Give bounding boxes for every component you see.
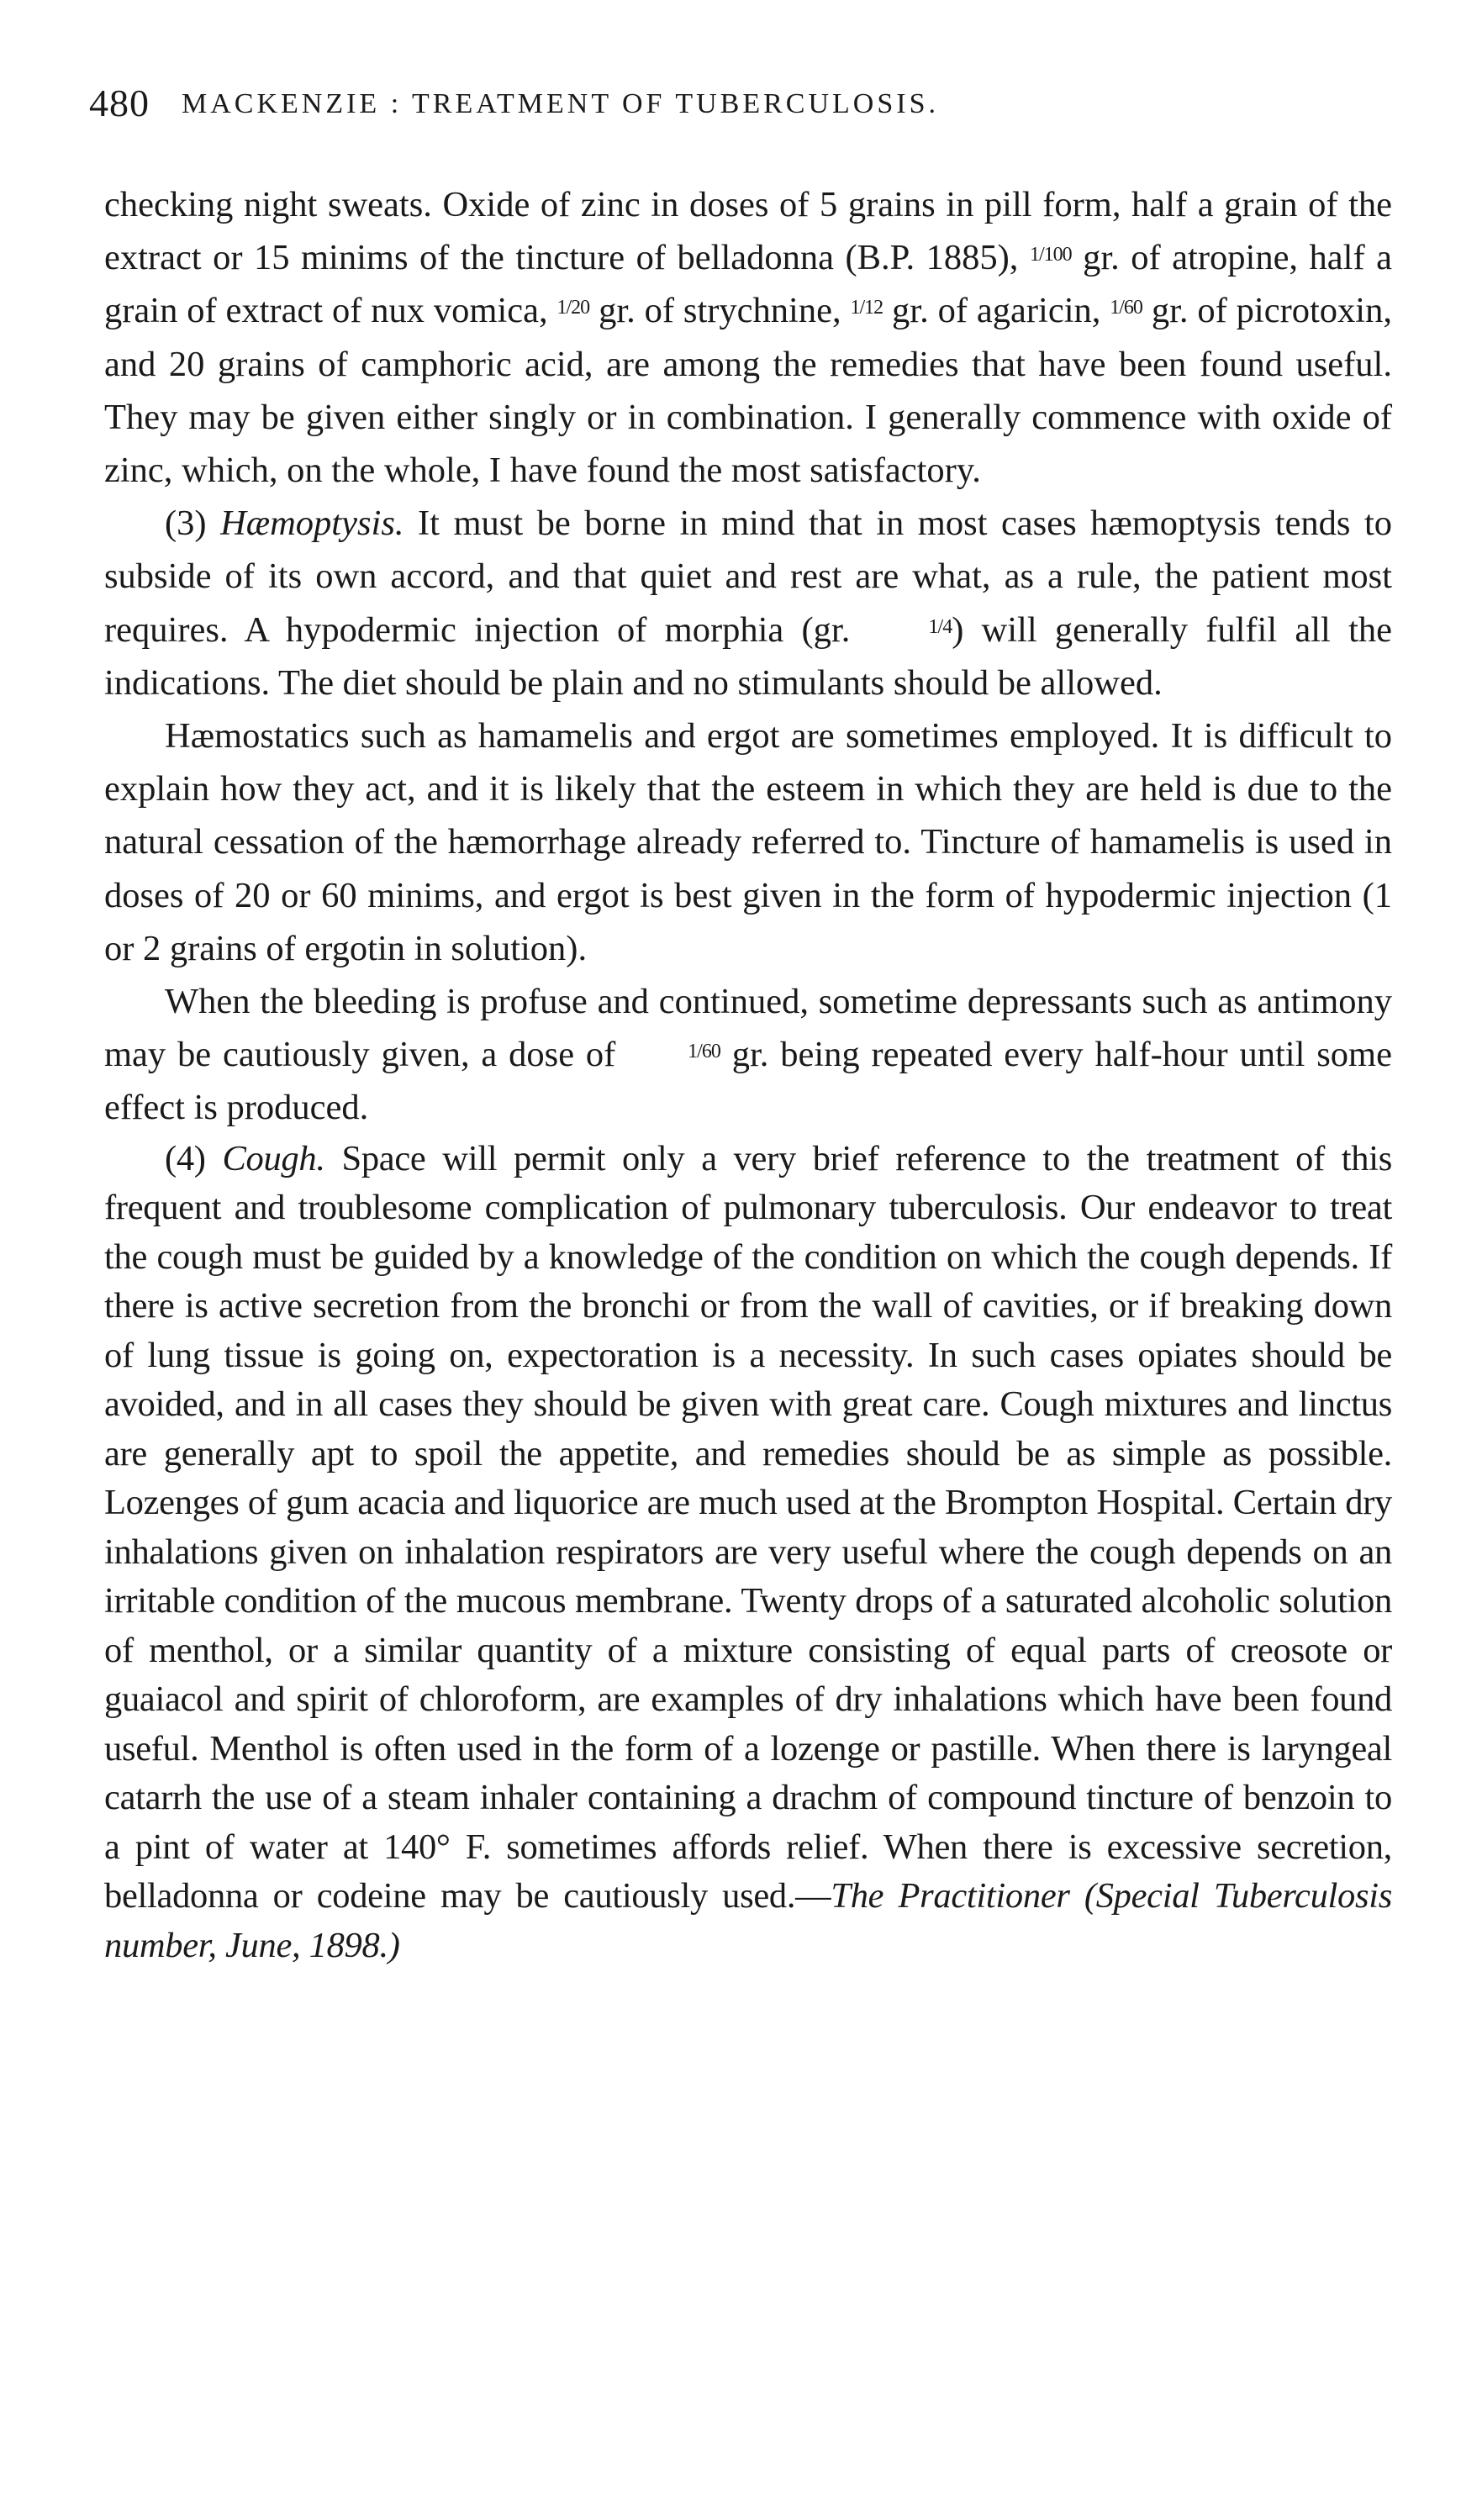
- text-run: gr. of atropine, half a grain of extract of nux vomica,: [104, 238, 1392, 331]
- page-header: [89, 81, 1400, 131]
- text-run: checking night sweats. Oxide of zinc in doses of 5 grains in pill form, half a grain of the extract or 15 minims of the tincture of belladonna (B.P. 1885),: [104, 185, 1392, 278]
- text-run: gr. being repeated every half-hour until some effect is produced.: [104, 1035, 1392, 1128]
- running-head: MACKENZIE : TREATMENT OF TUBERCULOSIS.: [182, 88, 939, 119]
- fraction: 1/100: [1029, 244, 1072, 266]
- text-run: When the bleeding is profuse and continued, sometime depressants such as antimony may be cautiously given, a dose of: [104, 982, 1392, 1075]
- text-run: It must be borne in mind that in most cases hæmoptysis tends to subside of its own accord, and that quiet and rest are what, as a rule, the patient most requires. A hypodermic injection of morphia (gr.: [104, 503, 1392, 650]
- text-run: gr. of agaricin,: [883, 291, 1110, 331]
- text-run: gr. of picrotoxin, and 20 grains of camphoric acid, are among the remedies that have been found useful. They may be given either singly or in combination. I generally commence with oxide of zinc, which, on the whole, I have found the most satisfactory.: [104, 291, 1392, 491]
- fraction: 1/12: [850, 297, 883, 319]
- section-number: (4): [165, 1138, 223, 1178]
- fraction: 1/60: [688, 1041, 720, 1063]
- text-run: gr. of strychnine,: [589, 291, 851, 331]
- fraction: 1/20: [556, 297, 590, 319]
- paragraph-haemostatics: [104, 709, 1392, 975]
- text-run: ) will generally fulfil all the indications. The diet should be plain and no stimulants should be allowed.: [104, 609, 1392, 703]
- section-heading: Hæmoptysis.: [220, 503, 404, 544]
- text-run: Space will permit only a very brief reference to the treatment of this frequent and troublesome complication of pulmonary tuberculosis. Our endeavor to treat the cough must be guided by a knowledge of the condition on which the cough depends. If there is active secretion from the bronchi or from the wall of cavities, or if breaking down of lung tissue is going on, expectoration is a necessity. In such cases opiates should be avoided, and in all cases they should be given with great care. Cough mixtures and linctus are generally apt to spoil the appetite, and remedies should be as simple as possible. Lozenges of gum acacia and liquorice are much used at the Brompton Hospital. Certain dry inhalations given on inhalation respirators are very useful where the cough depends on an irritable condition of the mucous membrane. Twenty drops of a saturated alcoholic solution of menthol, or a similar quantity of a mixture consisting of equal parts of creosote or guaiacol and spirit of chloroform, are examples of dry inhalations which have been found useful. Menthol is often used in the form of a lozenge or pastille. When there is laryngeal catarrh the use of a steam inhaler containing a drachm of compound tincture of benzoin to a pint of water at 140° F. sometimes affords relief. When there is excessive secretion, belladonna or codeine may be cautiously used.—: [104, 1138, 1392, 1916]
- section-heading: Cough.: [222, 1138, 325, 1178]
- fraction: 1/4: [928, 615, 952, 638]
- section-number: (3): [165, 503, 221, 544]
- citation: The Practitioner (Special Tuberculosis number, June, 1898.): [104, 1876, 1392, 1965]
- paragraph-cough: [104, 1135, 1392, 1971]
- paragraph-bleeding: [104, 975, 1392, 1135]
- fraction: 1/60: [1110, 297, 1142, 319]
- page-number: 480: [89, 82, 150, 124]
- paragraph-night-sweats: [104, 178, 1392, 497]
- body-text: [104, 178, 1392, 1970]
- paragraph-haemoptysis: [104, 497, 1392, 709]
- text-run: Hæmostatics such as hamamelis and ergot are sometimes employed. It is difficult to explain how they act, and it is likely that the esteem in which they are held is due to the natural cessation of the hæmorrhage already referred to. Tincture of hamamelis is used in doses of 20 or 60 minims, and ergot is best given in the form of hypodermic injection (1 or 2 grains of ergotin in solution).: [104, 716, 1392, 968]
